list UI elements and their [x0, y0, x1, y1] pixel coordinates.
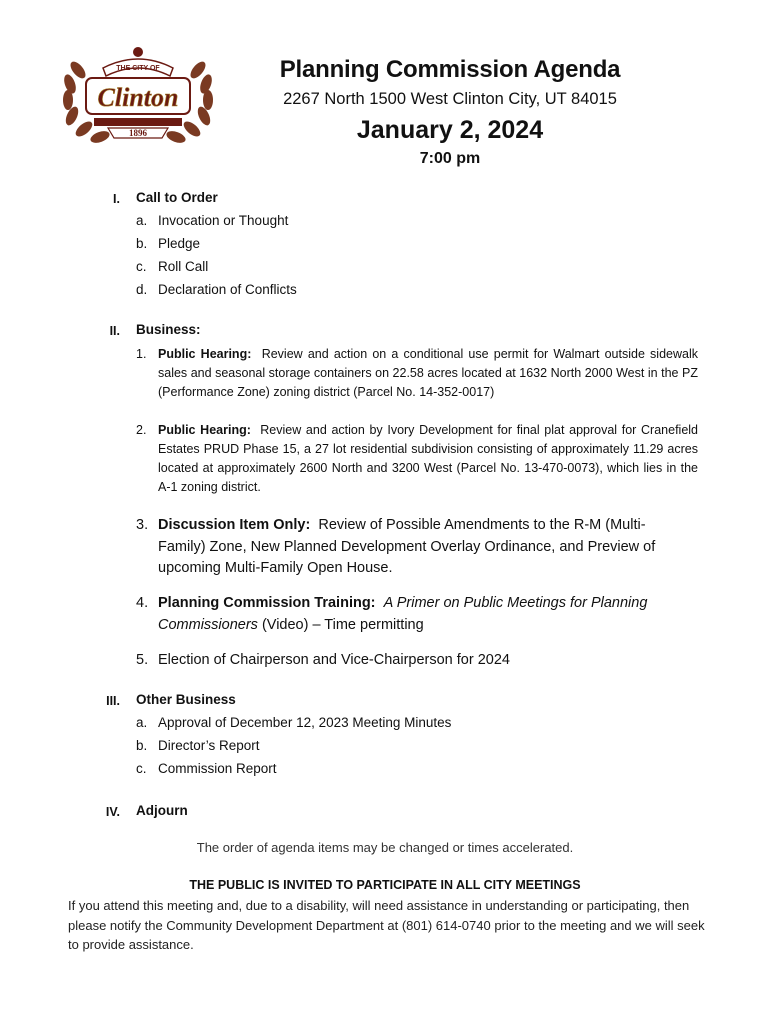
crest-icon: [133, 47, 143, 57]
logo-city-name: Clinton: [97, 83, 179, 112]
list-item: b. Director’s Report: [136, 738, 260, 753]
list-item: a. Approval of December 12, 2023 Meeting Minutes: [136, 715, 452, 730]
section-title-adjourn: Adjourn: [136, 803, 188, 818]
meeting-date: January 2, 2024: [356, 116, 544, 144]
bottom-band-icon: [94, 118, 182, 126]
section-title-other-business: Other Business: [136, 692, 236, 707]
agenda-item: 2. Public Hearing: Review and action by Ivory Development for final plat approval for Cranefield Estates PRUD Phase 15, a 27 lot residential subdivision consisting of approximately 11.29 acres located at approximately 2600 North and 3200 West (Parcel No. 13-470-0073), which lies in the A-1 zoning district.: [136, 423, 698, 494]
list-item: c. Roll Call: [136, 259, 209, 274]
agenda-item: 4. Planning Commission Training: A Primer on Public Meetings for Planning Commissioners (Video) – Time permitting: [136, 595, 648, 633]
section-number: I.: [113, 192, 120, 206]
section-title-call-to-order: Call to Order: [136, 190, 218, 205]
list-item: b. Pledge: [136, 236, 201, 251]
list-item: d. Declaration of Conflicts: [136, 282, 297, 297]
clinton-city-logo: [58, 40, 218, 150]
meeting-address: 2267 North 1500 West Clinton City, UT 84015: [283, 90, 617, 108]
section-number: IV.: [105, 805, 120, 819]
list-item: a. Invocation or Thought: [136, 213, 289, 228]
agenda-item: 1. Public Hearing: Review and action on a conditional use permit for Walmart outside sidewalk sales and seasonal storage containers on 22.58 acres located at 1632 North 2000 West in the PZ (Performance Zone) zoning district (Parcel No. 14-352-0017): [136, 347, 698, 399]
agenda-item: 3. Discussion Item Only: Review of Possible Amendments to the R-M (Multi-Family) Zone, New Planned Development Overlay Ordinance, and Preview of upcoming Multi-Family Open House.: [136, 517, 656, 576]
list-item: c. Commission Report: [136, 761, 277, 776]
meeting-time: 7:00 pm: [419, 150, 481, 167]
page-title: Planning Commission Agenda: [279, 56, 621, 83]
accessibility-notice: If you attend this meeting and, due to a disability, will need assistance in understanding or participating, then please notify the Community Development Department at (801) 614-0740 prior to the meeting and we will seek to provide assistance.: [68, 898, 705, 952]
logo-top-text: THE CITY OF: [116, 65, 160, 72]
section-number: III.: [106, 694, 120, 708]
public-invite-heading: THE PUBLIC IS INVITED TO PARTICIPATE IN ALL CITY MEETINGS: [189, 878, 581, 892]
agenda-order-note: The order of agenda items may be changed or times accelerated.: [196, 840, 574, 855]
agenda-item: 5. Election of Chairperson and Vice-Chairperson for 2024: [136, 652, 510, 668]
logo-year: 1896: [129, 128, 147, 138]
section-number: II.: [109, 324, 120, 338]
section-title-business: Business:: [136, 322, 201, 337]
